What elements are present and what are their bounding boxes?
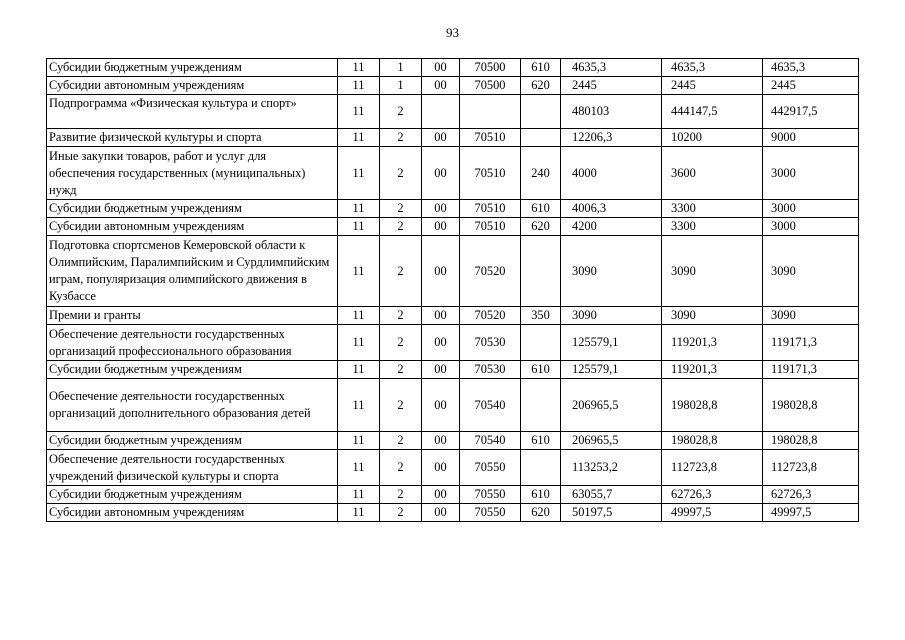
amount-year-2-cell: 198028,8 [662, 432, 763, 450]
table-row [47, 379, 859, 432]
section-code-cell: 11 [338, 325, 380, 361]
program-code-cell: 00 [422, 218, 460, 236]
amount-year-1-cell: 4000 [561, 147, 662, 200]
table-row [47, 361, 859, 379]
budget-table-body [47, 59, 859, 522]
program-code-cell: 00 [422, 379, 460, 432]
item-name-cell: Подпрограмма «Физическая культура и спорт» [47, 95, 338, 129]
expense-type-cell [521, 95, 561, 129]
program-code-cell: 00 [422, 236, 460, 307]
item-name-cell: Субсидии бюджетным учреждениям [47, 200, 338, 218]
section-code-cell: 11 [338, 95, 380, 129]
amount-year-3-cell: 3000 [763, 147, 859, 200]
subsection-code-cell: 1 [380, 59, 422, 77]
item-name-cell: Субсидии автономным учреждениям [47, 504, 338, 522]
target-article-cell: 70550 [460, 486, 521, 504]
amount-year-3-cell: 49997,5 [763, 504, 859, 522]
item-name-cell: Подготовка спортсменов Кемеровской области к Олимпийским, Паралимпийским и Сурдлимпийским играм, популяризация олимпийского движения в Кузбассе [47, 236, 338, 307]
subsection-code-cell: 2 [380, 432, 422, 450]
amount-year-1-cell: 4635,3 [561, 59, 662, 77]
program-code-cell: 00 [422, 504, 460, 522]
amount-year-1-cell: 4200 [561, 218, 662, 236]
table-row [47, 200, 859, 218]
table-row [47, 307, 859, 325]
table-row [47, 59, 859, 77]
table-row [47, 504, 859, 522]
amount-year-1-cell: 12206,3 [561, 129, 662, 147]
table-row [47, 325, 859, 361]
program-code-cell: 00 [422, 307, 460, 325]
amount-year-3-cell: 3090 [763, 307, 859, 325]
expense-type-cell: 610 [521, 486, 561, 504]
budget-table [46, 58, 859, 522]
item-name-cell: Субсидии бюджетным учреждениям [47, 486, 338, 504]
amount-year-2-cell: 3300 [662, 218, 763, 236]
program-code-cell: 00 [422, 77, 460, 95]
page-number: 93 [446, 25, 459, 40]
subsection-code-cell: 2 [380, 379, 422, 432]
target-article-cell: 70510 [460, 200, 521, 218]
amount-year-1-cell: 206965,5 [561, 379, 662, 432]
program-code-cell: 00 [422, 432, 460, 450]
item-name-cell: Субсидии автономным учреждениям [47, 218, 338, 236]
subsection-code-cell: 2 [380, 325, 422, 361]
subsection-code-cell: 2 [380, 504, 422, 522]
amount-year-3-cell: 2445 [763, 77, 859, 95]
table-row [47, 129, 859, 147]
target-article-cell: 70510 [460, 218, 521, 236]
program-code-cell: 00 [422, 147, 460, 200]
target-article-cell: 70550 [460, 450, 521, 486]
amount-year-2-cell: 4635,3 [662, 59, 763, 77]
subsection-code-cell: 2 [380, 361, 422, 379]
table-row [47, 77, 859, 95]
amount-year-2-cell: 112723,8 [662, 450, 763, 486]
amount-year-2-cell: 2445 [662, 77, 763, 95]
program-code-cell: 00 [422, 325, 460, 361]
expense-type-cell: 620 [521, 77, 561, 95]
target-article-cell: 70500 [460, 77, 521, 95]
amount-year-3-cell: 198028,8 [763, 432, 859, 450]
program-code-cell [422, 95, 460, 129]
section-code-cell: 11 [338, 129, 380, 147]
amount-year-1-cell: 125579,1 [561, 325, 662, 361]
item-name-cell: Субсидии бюджетным учреждениям [47, 432, 338, 450]
expense-type-cell: 610 [521, 361, 561, 379]
section-code-cell: 11 [338, 379, 380, 432]
subsection-code-cell: 2 [380, 307, 422, 325]
section-code-cell: 11 [338, 59, 380, 77]
target-article-cell: 70530 [460, 361, 521, 379]
target-article-cell: 70540 [460, 432, 521, 450]
expense-type-cell: 350 [521, 307, 561, 325]
amount-year-1-cell: 3090 [561, 307, 662, 325]
expense-type-cell: 620 [521, 218, 561, 236]
table-row [47, 236, 859, 307]
target-article-cell: 70510 [460, 129, 521, 147]
expense-type-cell [521, 325, 561, 361]
expense-type-cell: 620 [521, 504, 561, 522]
target-article-cell [460, 95, 521, 129]
amount-year-3-cell: 4635,3 [763, 59, 859, 77]
amount-year-1-cell: 2445 [561, 77, 662, 95]
subsection-code-cell: 2 [380, 486, 422, 504]
amount-year-1-cell: 125579,1 [561, 361, 662, 379]
amount-year-3-cell: 3090 [763, 236, 859, 307]
subsection-code-cell: 2 [380, 129, 422, 147]
section-code-cell: 11 [338, 504, 380, 522]
program-code-cell: 00 [422, 361, 460, 379]
target-article-cell: 70530 [460, 325, 521, 361]
expense-type-cell [521, 236, 561, 307]
section-code-cell: 11 [338, 147, 380, 200]
section-code-cell: 11 [338, 450, 380, 486]
subsection-code-cell: 2 [380, 236, 422, 307]
program-code-cell: 00 [422, 450, 460, 486]
amount-year-3-cell: 119171,3 [763, 361, 859, 379]
table-row [47, 432, 859, 450]
subsection-code-cell: 2 [380, 147, 422, 200]
amount-year-2-cell: 10200 [662, 129, 763, 147]
item-name-cell: Субсидии бюджетным учреждениям [47, 361, 338, 379]
amount-year-2-cell: 3090 [662, 307, 763, 325]
amount-year-3-cell: 112723,8 [763, 450, 859, 486]
target-article-cell: 70550 [460, 504, 521, 522]
table-row [47, 450, 859, 486]
amount-year-2-cell: 3090 [662, 236, 763, 307]
amount-year-2-cell: 119201,3 [662, 361, 763, 379]
target-article-cell: 70520 [460, 307, 521, 325]
amount-year-3-cell: 198028,8 [763, 379, 859, 432]
expense-type-cell [521, 129, 561, 147]
item-name-cell: Иные закупки товаров, работ и услуг для обеспечения государственных (муниципальных) нужд [47, 147, 338, 200]
section-code-cell: 11 [338, 77, 380, 95]
amount-year-1-cell: 3090 [561, 236, 662, 307]
target-article-cell: 70500 [460, 59, 521, 77]
amount-year-1-cell: 480103 [561, 95, 662, 129]
item-name-cell: Развитие физической культуры и спорта [47, 129, 338, 147]
expense-type-cell: 240 [521, 147, 561, 200]
amount-year-2-cell: 3300 [662, 200, 763, 218]
expense-type-cell: 610 [521, 200, 561, 218]
table-row [47, 95, 859, 129]
section-code-cell: 11 [338, 200, 380, 218]
amount-year-3-cell: 62726,3 [763, 486, 859, 504]
section-code-cell: 11 [338, 236, 380, 307]
amount-year-1-cell: 206965,5 [561, 432, 662, 450]
amount-year-2-cell: 62726,3 [662, 486, 763, 504]
item-name-cell: Субсидии автономным учреждениям [47, 77, 338, 95]
section-code-cell: 11 [338, 218, 380, 236]
amount-year-3-cell: 9000 [763, 129, 859, 147]
expense-type-cell: 610 [521, 59, 561, 77]
target-article-cell: 70520 [460, 236, 521, 307]
item-name-cell: Обеспечение деятельности государственных учреждений физической культуры и спорта [47, 450, 338, 486]
table-row [47, 147, 859, 200]
expense-type-cell [521, 379, 561, 432]
section-code-cell: 11 [338, 361, 380, 379]
amount-year-3-cell: 3000 [763, 200, 859, 218]
program-code-cell: 00 [422, 486, 460, 504]
item-name-cell: Премии и гранты [47, 307, 338, 325]
amount-year-1-cell: 63055,7 [561, 486, 662, 504]
expense-type-cell [521, 450, 561, 486]
amount-year-2-cell: 198028,8 [662, 379, 763, 432]
amount-year-3-cell: 3000 [763, 218, 859, 236]
amount-year-2-cell: 444147,5 [662, 95, 763, 129]
amount-year-3-cell: 442917,5 [763, 95, 859, 129]
table-row [47, 486, 859, 504]
subsection-code-cell: 1 [380, 77, 422, 95]
item-name-cell: Обеспечение деятельности государственных организаций профессионального образования [47, 325, 338, 361]
amount-year-2-cell: 119201,3 [662, 325, 763, 361]
subsection-code-cell: 2 [380, 200, 422, 218]
section-code-cell: 11 [338, 432, 380, 450]
expense-type-cell: 610 [521, 432, 561, 450]
amount-year-1-cell: 113253,2 [561, 450, 662, 486]
program-code-cell: 00 [422, 59, 460, 77]
amount-year-1-cell: 4006,3 [561, 200, 662, 218]
table-row [47, 218, 859, 236]
item-name-cell: Субсидии бюджетным учреждениям [47, 59, 338, 77]
section-code-cell: 11 [338, 486, 380, 504]
program-code-cell: 00 [422, 129, 460, 147]
program-code-cell: 00 [422, 200, 460, 218]
target-article-cell: 70510 [460, 147, 521, 200]
amount-year-1-cell: 50197,5 [561, 504, 662, 522]
section-code-cell: 11 [338, 307, 380, 325]
amount-year-2-cell: 3600 [662, 147, 763, 200]
subsection-code-cell: 2 [380, 450, 422, 486]
amount-year-2-cell: 49997,5 [662, 504, 763, 522]
item-name-cell: Обеспечение деятельности государственных организаций дополнительного образования детей [47, 379, 338, 432]
subsection-code-cell: 2 [380, 218, 422, 236]
subsection-code-cell: 2 [380, 95, 422, 129]
target-article-cell: 70540 [460, 379, 521, 432]
amount-year-3-cell: 119171,3 [763, 325, 859, 361]
